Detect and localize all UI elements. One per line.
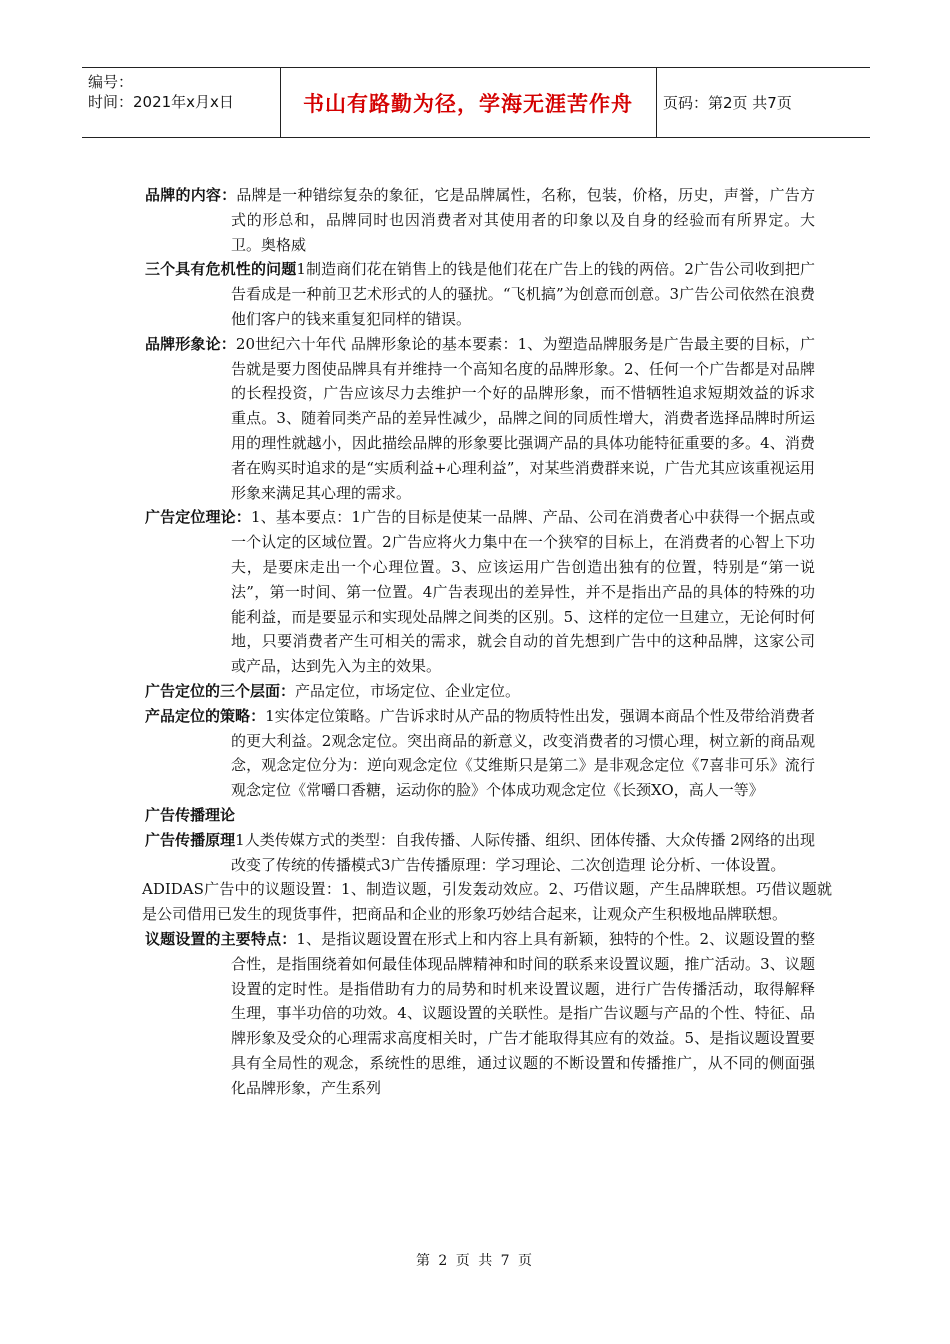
paragraph-agenda-features <box>145 927 815 1101</box>
paragraph-term: 议题设置的主要特点： <box>145 929 297 948</box>
paragraph-term: 广告传播原理 <box>145 830 236 849</box>
paragraph-term: 品牌的内容： <box>145 186 237 204</box>
paragraph-term: 广告定位的三个层面： <box>145 681 296 700</box>
paragraph-positioning-theory <box>145 505 815 679</box>
section-heading-communication-theory <box>145 803 815 828</box>
paragraph-brand-image-theory <box>145 332 815 506</box>
paragraph-term: 三个具有危机性的问题 <box>145 260 297 279</box>
document-date-label: 时间：2021年x月x日 <box>88 93 234 111</box>
paragraph-term: 广告传播理论 <box>145 805 236 824</box>
paragraph-text: 1实体定位策略。广告诉求时从产品的物质特性出发，强调本商品个性及带给消费者的更大利益。2观念定位。突出商品的新意义，改变消费者的习惯心理，树立新的商品观念，观念定位分为：逆向观念定位《艾维斯只是第二》是非观念定位《7喜非可乐》流行观念定位《常嚼口香糖，运动你的脸》个体成功观念定位《长颈XO，高人一等》 <box>231 706 815 800</box>
page-header <box>82 67 870 138</box>
header-motto: 书山有路勤为径，学海无涯苦作舟 <box>303 91 633 116</box>
paragraph-term: 品牌形象论： <box>145 334 236 353</box>
paragraph-product-positioning-strategy <box>145 704 815 803</box>
paragraph-text: ADIDAS广告中的议题设置：1、制造议题，引发轰动效应。2、巧借议题，产生品牌联想。巧借议题就是公司借用已发生的现货事件，把商品和企业的形象巧妙结合起来，让观众产生积极地品牌联想。 <box>142 880 832 924</box>
paragraph-positioning-levels <box>145 679 815 704</box>
header-meta <box>88 72 234 112</box>
page-footer: 第 2 页 共 7 页 <box>415 1253 535 1269</box>
paragraph-three-crisis-questions <box>145 257 815 331</box>
paragraph-term: 产品定位的策略： <box>145 706 266 725</box>
paragraph-text: 20世纪六十年代 品牌形象论的基本要素：1、为塑造品牌服务是广告最主要的目标，广告就是要力图使品牌具有并维持一个高知名度的品牌形象。2、任何一个广告都是对品牌的长程投资，广告应该尽力去维护一个好的品牌形象，而不惜牺牲追求短期效益的诉求重点。3、随着同类产品的差异性减少，品牌之间的同质性增大，消费者选择品牌时所运用的理性就越小，因此描绘品牌的形象要比强调产品的具体功能特征重要的多。4、消费者在购买时追求的是“实质利益+心理利益”，对某些消费群来说，广告尤其应该重视运用形象来满足其心理的需求。 <box>231 334 815 502</box>
paragraph-text: 1人类传媒方式的类型：自我传播、人际传播、组织、团体传播、大众传播 2网络的出现改变了传统的传播模式3广告传播原理：学习理论、二次创造理 论分析、一体设置。 <box>231 830 815 874</box>
paragraph-text: 1制造商们花在销售上的钱是他们花在广告上的钱的两倍。2广告公司收到把广告看成是一种前卫艺术形式的人的骚扰。“飞机搞”为创意而创意。3广告公司依然在浪费他们客户的钱来重复犯同样的错误。 <box>231 260 815 328</box>
paragraph-text: 1、是指议题设置在形式上和内容上具有新颖，独特的个性。2、议题设置的整合性，是指围绕着如何最佳体现品牌精神和时间的联系来设置议题，推广活动。3、议题设置的定时性。是指借助有力的局势和时机来设置议题，进行广告传播活动，取得解释生理，事半功倍的功效。4、议题设置的关联性。是指广告议题与产品的个性、特征、品牌形象及受众的心理需求高度相关时，广告才能取得其应有的效益。5、是指议题设置要具有全局性的观念，系统性的思维，通过议题的不断设置和传播推广，从不同的侧面强化品牌形象，产生系列 <box>231 929 815 1097</box>
paragraph-text: 产品定位，市场定位、企业定位。 <box>295 681 521 700</box>
paragraph-communication-principle <box>145 828 815 878</box>
paragraph-brand-content <box>145 183 815 257</box>
paragraph-term: 广告定位理论： <box>145 508 251 527</box>
paragraph-text: 品牌是一种错综复杂的象征，它是品牌属性，名称，包装，价格，历史，声誉，广告方式的形总和，品牌同时也因消费者对其使用者的印象以及自身的经验而有所界定。大卫。奥格威 <box>231 186 815 254</box>
paragraph-text: 1、基本要点：1广告的目标是使某一品牌、产品、公司在消费者心中获得一个据点或一个认定的区域位置。2广告应将火力集中在一个狭窄的目标上，在消费者的心智上下功夫，是要床走出一个心理位置。3、应该运用广告创造出独有的位置，特别是“第一说法”，第一时间、第一位置。4广告表现出的差异性，并不是指出产品的具体的特殊的功能利益，而是要显示和实现处品牌之间类的区别。5、这样的定位一旦建立，无论何时何地，只要消费者产生可相关的需求，就会自动的首先想到广告中的这种品牌，这家公司或产品，达到先入为主的效果。 <box>231 508 815 676</box>
header-page-number: 页码：第2页 共7页 <box>663 94 792 112</box>
document-body <box>142 183 832 1100</box>
header-divider <box>656 68 657 137</box>
document-number-label: 编号： <box>88 73 134 91</box>
header-divider <box>280 68 281 137</box>
paragraph-adidas-agenda <box>142 877 832 927</box>
